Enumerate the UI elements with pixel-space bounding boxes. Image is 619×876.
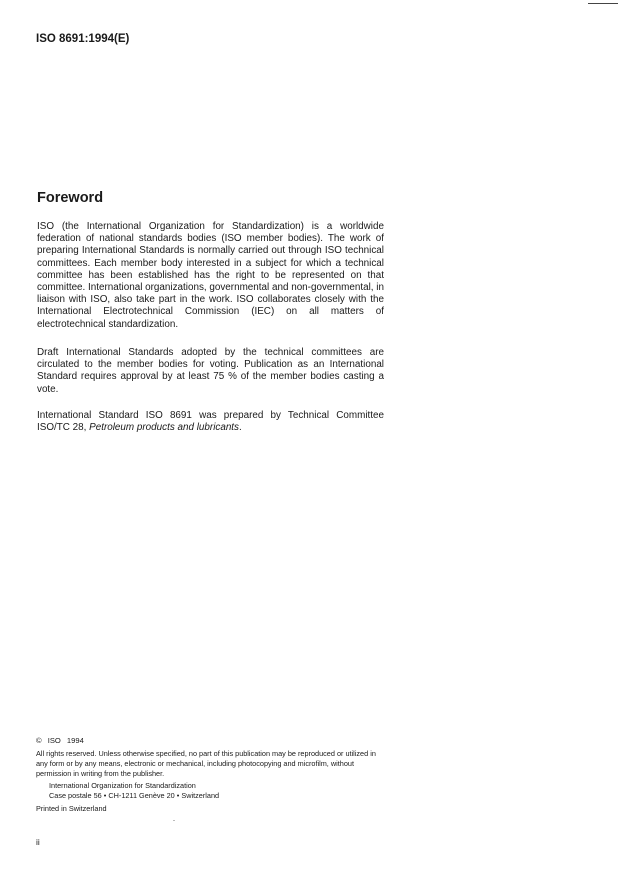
scan-artifact (173, 820, 175, 821)
foreword-paragraph-1: ISO (the International Organization for Standardization) is a worldwide federation of national standards bodies (ISO member bodies). The work of preparing International Standards is normally carried out through ISO technical committees. Each member body interested in a subject for which a technical committee has been established has the right to be represented on that committee. International organizations, governmental and non-governmental, in liaison with ISO, also take part in the work. ISO collaborates closely with the International Electrotechnical Commission (IEC) on all matters of electrotechnical standardization. (37, 221, 384, 330)
publisher-address: Case postale 56 • CH-1211 Genève 20 • Switzerland (49, 791, 220, 801)
foreword-paragraph-3 (37, 410, 384, 434)
foreword-heading: Foreword (37, 190, 104, 206)
rights-notice: All rights reserved. Unless otherwise specified, no part of this publication may be reproduced or utilized in any form or by any means, electronic or mechanical, including photocopying and microfilm, without permission in writing from the publisher. (36, 749, 376, 779)
foreword-paragraph-2: Draft International Standards adopted by the technical committees are circulated to the member bodies for voting. Publication as an International Standard requires approval by at least 75 % of the member bodies casting a vote. (37, 347, 384, 395)
committee-title: Petroleum products and lubricants (89, 422, 239, 434)
paragraph-3-end: . (239, 422, 242, 434)
publisher-block (49, 781, 219, 801)
copyright-notice: © ISO 1994 (36, 736, 84, 745)
printed-in: Printed in Switzerland (36, 804, 107, 813)
publisher-name: International Organization for Standardization (49, 781, 196, 790)
paragraph-3-text: International Standard ISO 8691 was prepared by Technical Committee ISO/TC 28, (37, 410, 384, 434)
page-number: ii (36, 837, 40, 847)
document-id: ISO 8691:1994(E) (36, 33, 130, 45)
corner-rule (588, 3, 618, 4)
